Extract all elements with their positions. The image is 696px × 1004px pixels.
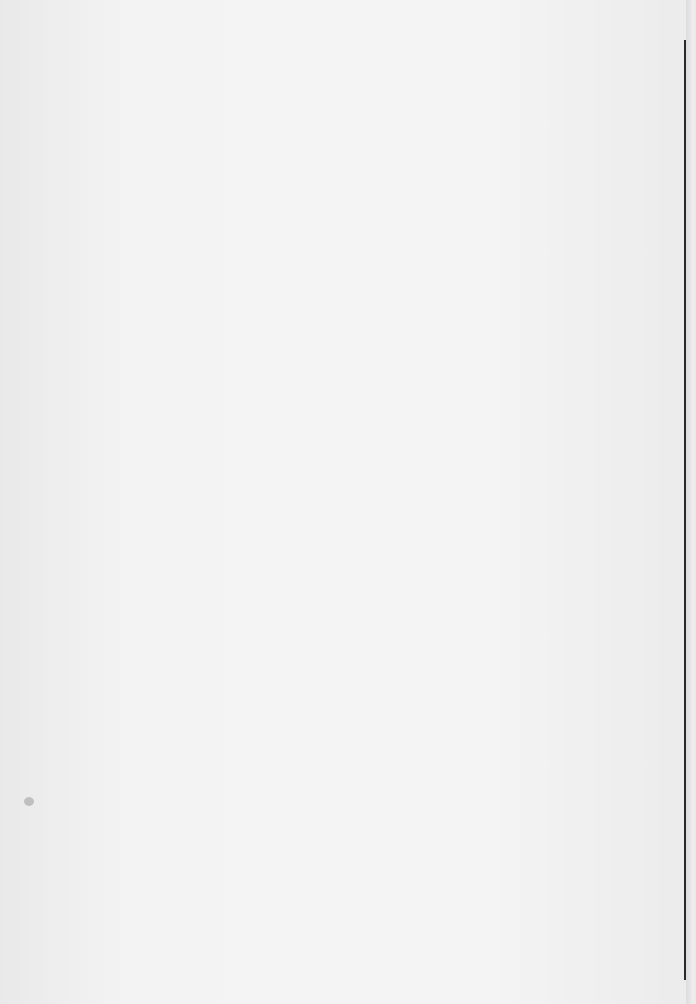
page-edge-line [684, 40, 686, 980]
page-edge-shadow [686, 0, 694, 1004]
ink-smudge [24, 797, 34, 806]
page-body [76, 104, 548, 144]
